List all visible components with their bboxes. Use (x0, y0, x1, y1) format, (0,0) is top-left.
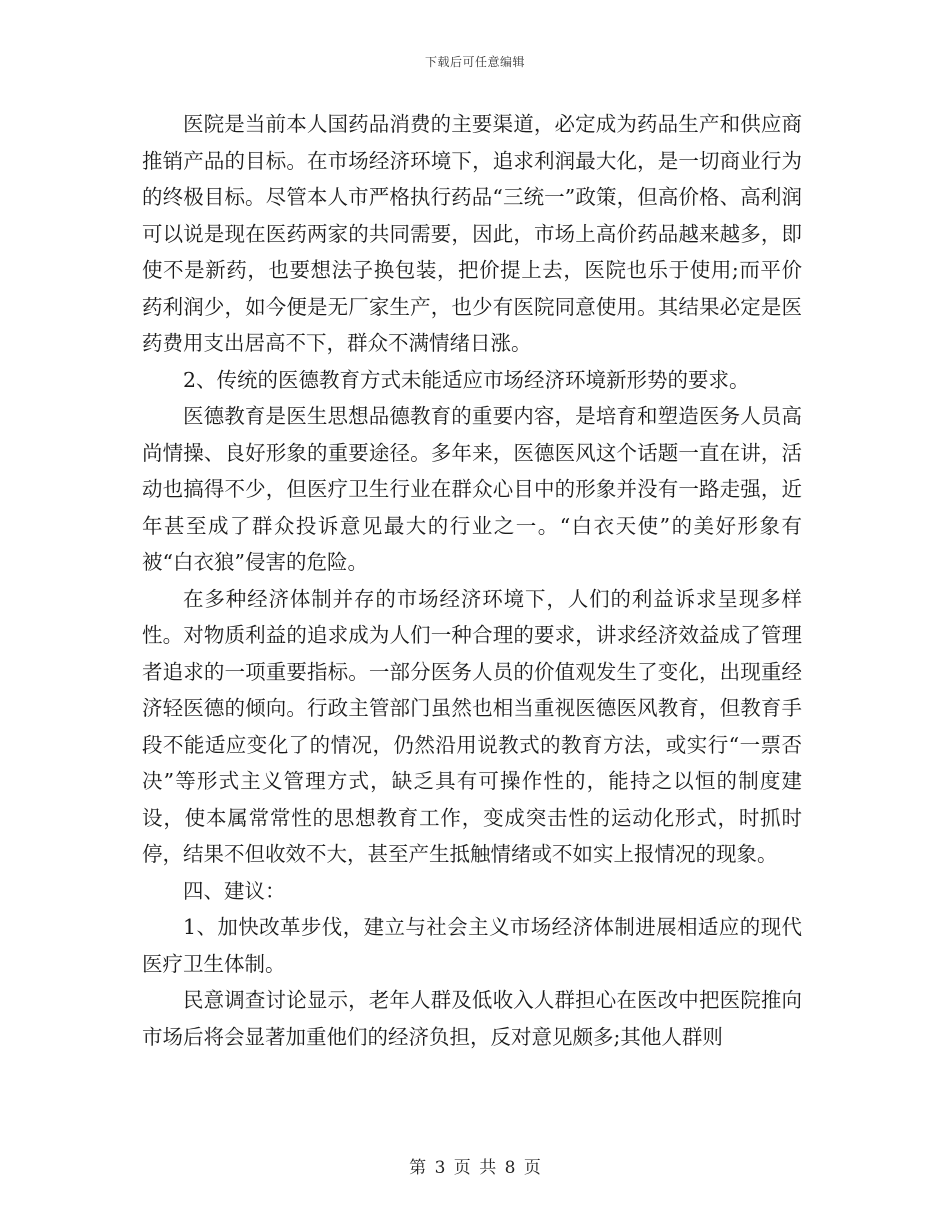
body-paragraph: 医院是当前本人国药品消费的主要渠道，必定成为药品生产和供应商推销产品的目标。在市场经济环境下，追求利润最大化，是一切商业行为的终极目标。尽管本人市严格执行药品“三统一”政策，但高价格、高利润可以说是现在医药两家的共同需要，因此，市场上高价药品越来越多，即使不是新药，也要想法子换包装，把价提上去，医院也乐于使用;而平价药利润少，如今便是无厂家生产，也少有医院同意使用。其结果必定是医药费用支出居高不下，群众不满情绪日涨。 (142, 112, 802, 355)
page-number: 第 3 页 共 8 页 (409, 1158, 541, 1178)
page-header-note: 下载后可任意编辑 (424, 55, 525, 69)
body-paragraph: 医德教育是医生思想品德教育的重要内容，是培育和塑造医务人员高尚情操、良好形象的重要途径。多年来，医德医风这个话题一直在讲，活动也搞得不少，但医疗卫生行业在群众心目中的形象并没有一路走强，近年甚至成了群众投诉意见最大的行业之一。“白衣天使”的美好形象有被“白衣狼”侵害的危险。 (142, 404, 802, 574)
body-paragraph: 1、加快改革步伐，建立与社会主义市场经济体制进展相适应的现代医疗卫生体制。 (142, 915, 802, 976)
section-heading: 四、建议： (183, 878, 286, 903)
document-body (142, 106, 802, 1055)
body-paragraph: 在多种经济体制并存的市场经济环境下，人们的利益诉求呈现多样性。对物质利益的追求成为人们一种合理的要求，讲求经济效益成了管理者追求的一项重要指标。一部分医务人员的价值观发生了变化，出现重经济轻医德的倾向。行政主管部门虽然也相当重视医德医风教育，但教育手段不能适应变化了的情况，仍然沿用说教式的教育方法，或实行“一票否决”等形式主义管理方式，缺乏具有可操作性的，能持之以恒的制度建设，使本属常常性的思想教育工作，变成突击性的运动化形式，时抓时停，结果不但收效不大，甚至产生抵触情绪或不如实上报情况的现象。 (142, 586, 802, 866)
body-paragraph: 民意调查讨论显示，老年人群及低收入人群担心在医改中把医院推向市场后将会显著加重他们的经济负担，反对意见颇多;其他人群则 (142, 988, 802, 1049)
body-paragraph: 2、传统的医德教育方式未能适应市场经济环境新形势的要求。 (183, 367, 750, 392)
